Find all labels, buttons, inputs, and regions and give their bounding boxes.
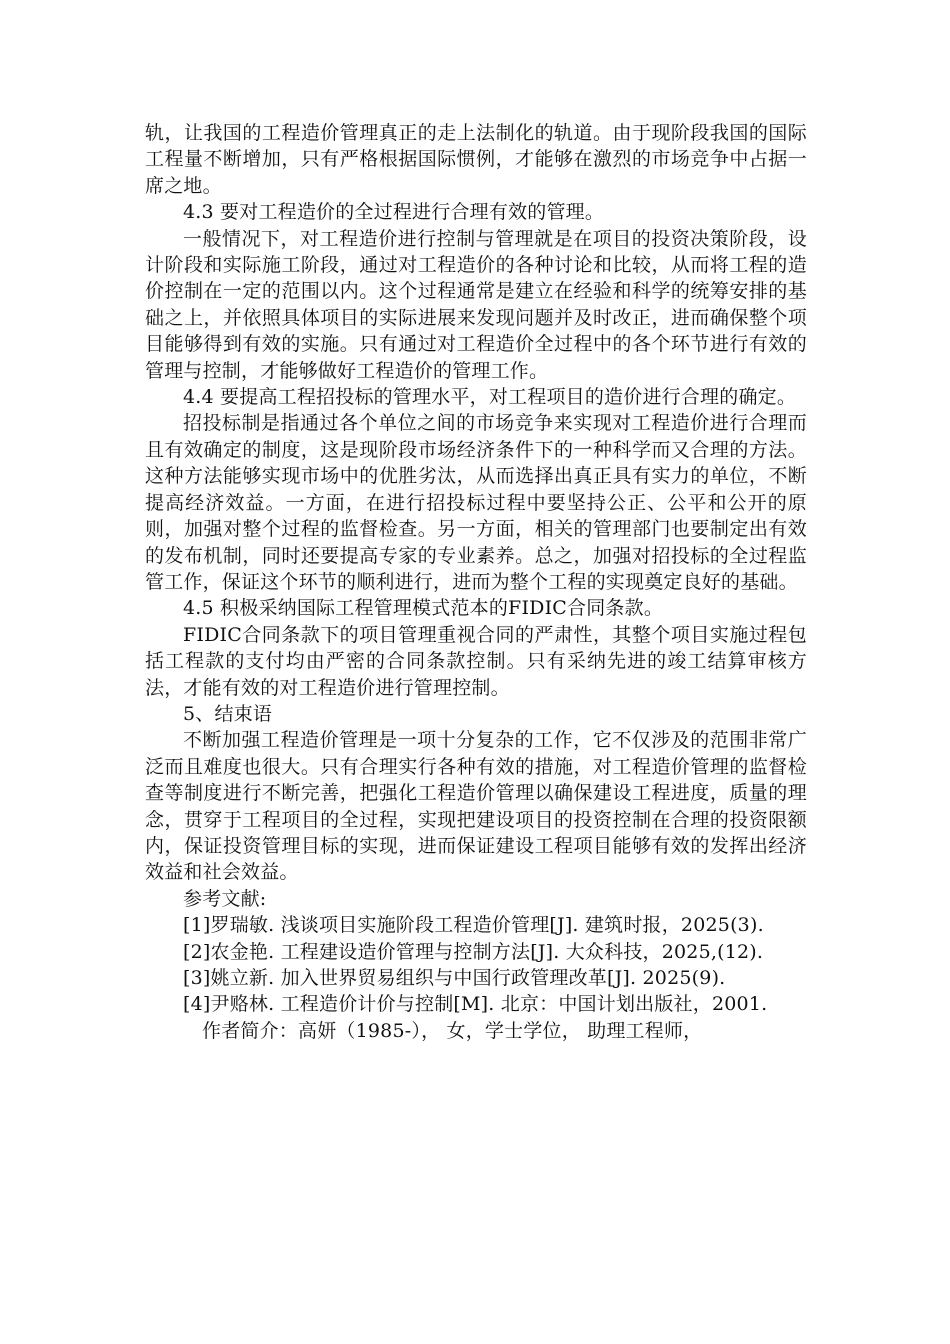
body-paragraph: 一般情况下，对工程造价进行控制与管理就是在项目的投资决策阶段，设计阶段和实际施工阶段，通过对工程造价的各种讨论和比较，从而将工程的造价控制在一定的范围以内。这个过程通常是建立在经验和科学的统筹安排的基础之上，并依照具体项目的实际进展来发现问题并及时改正，进而确保整个项目能够得到有效的实施。只有通过对工程造价全过程中的各个环节进行有效的管理与控制，才能够做好工程造价的管理工作。 xyxy=(145,227,807,382)
section-heading-4-4: 4.4 要提高工程招投标的管理水平，对工程项目的造价进行合理的确定。 xyxy=(183,386,797,409)
reference-item: [4]尹赂林. 工程造价计价与控制[M]. 北京：中国计划出版社，2001. xyxy=(183,993,768,1016)
section-heading-5: 5、结束语 xyxy=(183,702,273,725)
reference-item: [2]农金艳. 工程建设造价管理与控制方法[J]. 大众科技，2025,(12). xyxy=(183,940,764,963)
body-paragraph: 轨，让我国的工程造价管理真正的走上法制化的轨道。由于现阶段我国的国际工程量不断增加，只有严格根据国际惯例，才能够在激烈的市场竞争中占据一席之地。 xyxy=(145,122,807,197)
body-paragraph: FIDIC合同条款下的项目管理重视合同的严肃性，其整个项目实施过程包括工程款的支付均由严密的合同条款控制。只有采纳先进的竣工结算审核方法，才能有效的对工程造价进行管理控制。 xyxy=(145,623,807,699)
section-heading-4-5: 4.5 积极采纳国际工程管理模式范本的FIDIC合同条款。 xyxy=(183,597,664,620)
reference-item: [1]罗瑞敏. 浅谈项目实施阶段工程造价管理[J]. 建筑时报，2025(3). xyxy=(183,914,764,937)
section-heading-4-3: 4.3 要对工程造价的全过程进行合理有效的管理。 xyxy=(183,201,605,224)
author-note: 作者简介：高妍（1985-）， 女，学士学位， 助理工程师， xyxy=(202,1019,703,1042)
body-paragraph: 招投标制是指通过各个单位之间的市场竞争来实现对工程造价进行合理而且有效确定的制度，这是现阶段市场经济条件下的一种科学而又合理的方法。这种方法能够实现市场中的优胜劣汰，从而选择出真正具有实力的单位，不断提高经济效益。一方面，在进行招投标过程中要坚持公正、公平和公开的原则，加强对整个过程的监督检查。另一方面，相关的管理部门也要制定出有效的发布机制，同时还要提高专家的专业素养。总之，加强对招投标的全过程监管工作，保证这个环节的顺利进行，进而为整个工程的实现奠定良好的基础。 xyxy=(145,412,807,593)
body-paragraph: 不断加强工程造价管理是一项十分复杂的工作，它不仅涉及的范围非常广泛而且难度也很大。只有合理实行各种有效的措施，对工程造价管理的监督检查等制度进行不断完善，把强化工程造价管理以确保建设工程进度，质量的理念，贯穿于工程项目的全过程，实现把建设项目的投资控制在合理的投资限额内，保证投资管理目标的实现，进而保证建设工程项目能够有效的发挥出经济效益和社会效益。 xyxy=(145,729,807,884)
reference-item: [3]姚立新. 加入世界贸易组织与中国行政管理改革[J]. 2025(9). xyxy=(183,967,726,989)
document-page xyxy=(145,120,807,1044)
references-heading: 参考文献: xyxy=(183,887,267,910)
